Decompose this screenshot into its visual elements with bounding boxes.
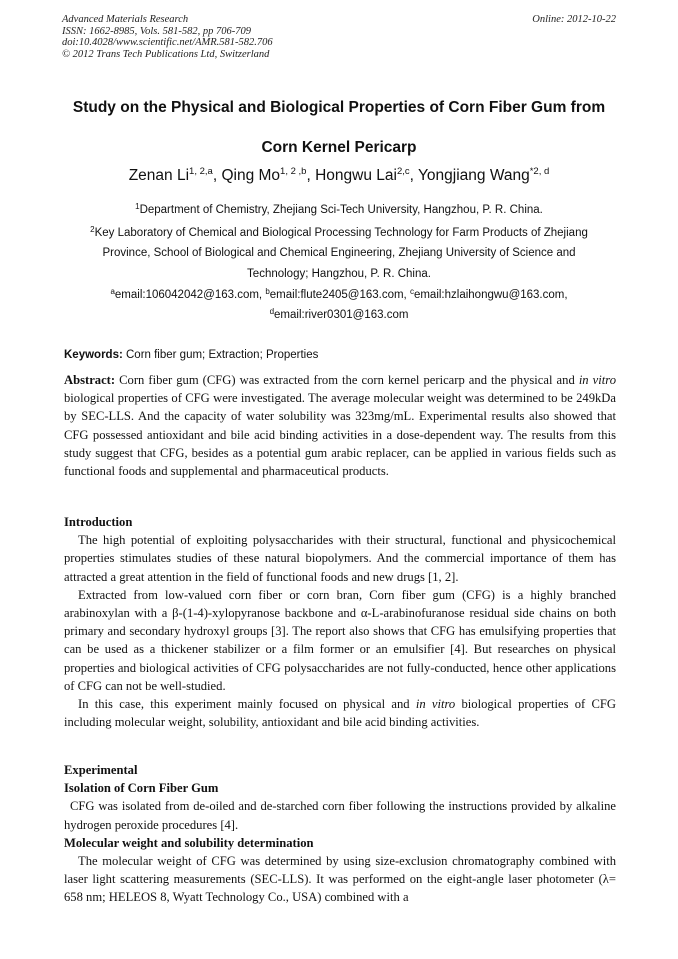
paragraph: [64, 695, 616, 731]
paragraph-text: biological properties of CFG including molecular weight, solubility, antioxidant and bile acid binding activities.: [64, 697, 616, 730]
paragraph: The molecular weight of CFG was determined by using size-exclusion chromatography combined with laser light scattering measurements (SEC-LLS). It was performed on the eight-angle laser photometer (λ= 658 nm; HELEOS 8, Wyatt Technology Co., USA) combined with a: [64, 854, 616, 905]
title-line-2: Corn Kernel Pericarp: [261, 139, 417, 156]
affiliation-text: Province, School of Biological and Chemical Engineering, Zhejiang University of Science and: [102, 247, 576, 260]
author-affiliation-marker: 1, 2 ,b: [280, 166, 307, 177]
email-list: [62, 285, 616, 326]
paragraph: The high potential of exploiting polysaccharides with their structural, functional and physicochemical properties stimulates studies of these natural biopolymers. And the commercial importance of them has attracted a great attention in the field of functional foods and new drugs [1, 2].: [64, 533, 616, 584]
section-heading: Experimental: [64, 763, 138, 777]
issn-line: ISSN: 1662-8985, Vols. 581-582, pp 706-709: [62, 25, 251, 37]
affiliation-1: [62, 200, 616, 220]
email-marker: b: [265, 287, 270, 296]
email-marker: a: [110, 287, 115, 296]
author-name: Zenan Li: [128, 167, 190, 184]
author-list: [40, 163, 638, 189]
author-separator: ,: [212, 167, 222, 184]
title-line-1: Study on the Physical and Biological Properties of Corn Fiber Gum from: [72, 99, 606, 116]
copyright-line: © 2012 Trans Tech Publications Ltd, Switzerland: [62, 48, 270, 60]
author-separator: ,: [306, 167, 316, 184]
affiliation-text: Key Laboratory of Chemical and Biological Processing Technology for Farm Products of Zhejiang: [94, 227, 588, 239]
email-marker: c: [409, 287, 414, 296]
section-heading: Introduction: [64, 515, 133, 529]
email-link[interactable]: email:river0301@163.com: [274, 309, 409, 322]
email-link[interactable]: email:flute2405@163.com,: [269, 289, 410, 301]
abstract-italic: in vitro: [578, 373, 616, 387]
abstract-label: Abstract:: [64, 373, 116, 387]
introduction-section: [64, 513, 616, 731]
paragraph-italic: in vitro: [415, 697, 456, 712]
keywords-text: Corn fiber gum; Extraction; Properties: [122, 349, 319, 361]
affiliation-2: [62, 223, 616, 284]
author-separator: ,: [409, 167, 418, 184]
author-name: Yongjiang Wang: [417, 167, 530, 184]
doi-line: doi:10.4028/www.scientific.net/AMR.581-582.706: [62, 37, 273, 49]
author-affiliation-marker: 2,c: [396, 166, 410, 177]
experimental-section: [64, 761, 616, 907]
subsection-heading: Isolation of Corn Fiber Gum: [64, 781, 219, 796]
abstract-text: Corn fiber gum (CFG) was extracted from the corn kernel pericarp and the physical and: [115, 373, 579, 387]
subsection-heading: Molecular weight and solubility determination: [64, 835, 314, 850]
email-marker: d: [269, 307, 275, 317]
author-affiliation-marker: 1, 2,a: [189, 166, 213, 177]
affiliation-text: Technology; Hangzhou, P. R. China.: [247, 267, 431, 280]
paragraph: Extracted from low-valued corn fiber or corn bran, Corn fiber gum (CFG) is a highly branched arabinoxylan with a β-(1-4)-xylopyranose backbone and α-L-arabinofuranose residual side chains on both primary and secondary hydroxyl groups [3]. The report also shows that CFG has emulsifying properties that can be used as a thickener stabilizer or a film former or an emulsifier [4]. But researches on physical properties and biological activities of CFG polysaccharides are not fully-conducted, hence other applications of CFG can not be well-studied.: [64, 587, 616, 693]
affiliation-marker: 1: [135, 202, 140, 211]
paper-title: [40, 88, 638, 168]
abstract-paragraph: [64, 371, 616, 480]
paragraph-text: In this case, this experiment mainly focused on physical and: [78, 697, 416, 712]
author-name: Hongwu Lai: [315, 167, 397, 184]
keywords-label: Keywords:: [64, 349, 123, 361]
abstract-text: biological properties of CFG were investigated. The average molecular weight was determined to be 249kDa by SEC-LLS. And the capacity of water solubility was 323mg/mL. Experimental results also showed that CFG possessed antioxidant and bile acid binding activities in a dose-dependent way. The results from this study suggest that CFG, besides as a potential gum arabic replacer, can be applied in various fields such as functional foods and supplemental and pharmaceutical products.: [64, 391, 616, 479]
affiliation-text: Department of Chemistry, Zhejiang Sci-Tech University, Hangzhou, P. R. China.: [139, 204, 543, 216]
author-name: Qing Mo: [221, 167, 281, 184]
abstract-section: [64, 371, 616, 480]
paragraph: CFG was isolated from de-oiled and de-starched corn fiber following the instructions provided by alkaline hydrogen peroxide procedures [4].: [64, 799, 616, 832]
author-affiliation-marker: *2, d: [529, 166, 550, 177]
email-link[interactable]: email:106042042@163.com,: [114, 289, 266, 301]
keywords: [64, 346, 616, 364]
affiliation-marker: 2: [90, 225, 95, 234]
online-date: Online: 2012-10-22: [532, 14, 616, 25]
journal-header: [62, 14, 616, 60]
email-link[interactable]: email:hzlaihongwu@163.com,: [413, 289, 568, 301]
journal-name: Advanced Materials Research: [62, 14, 189, 25]
